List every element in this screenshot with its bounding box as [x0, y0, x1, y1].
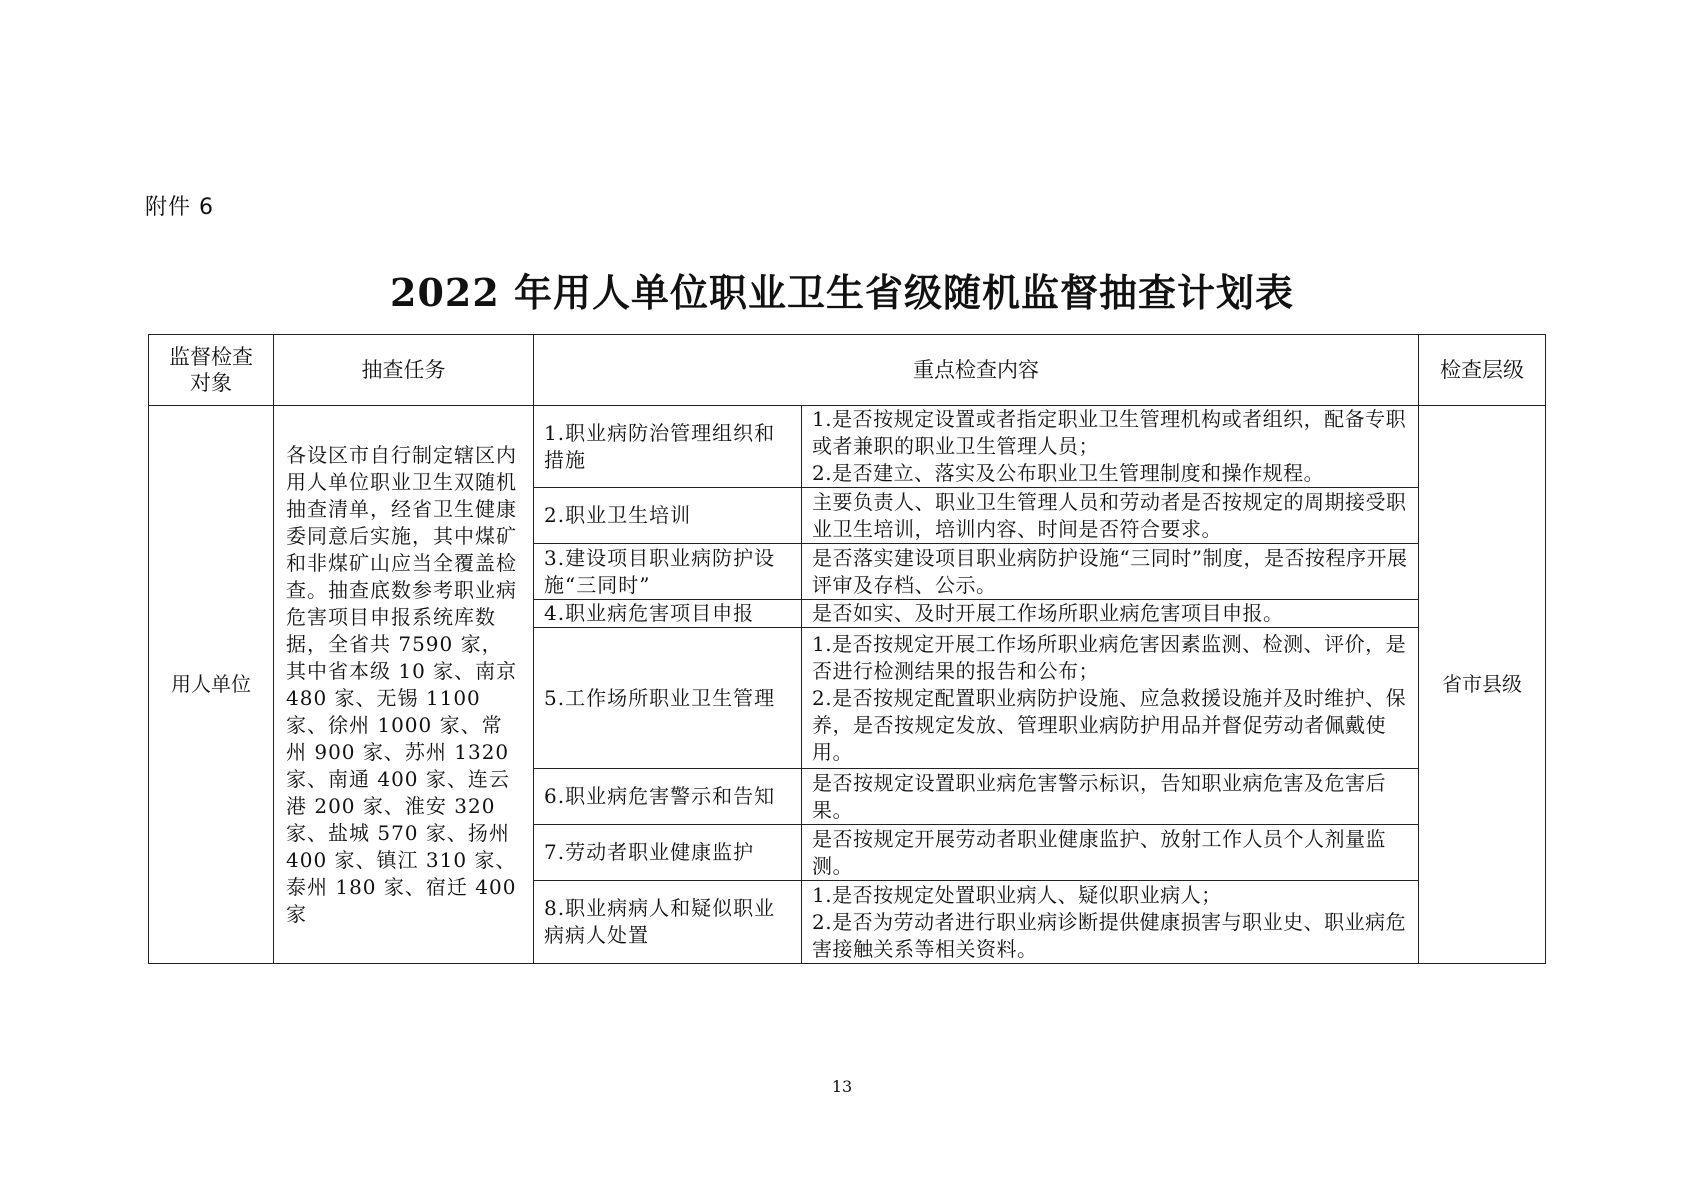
check-content-line: 2.是否为劳动者进行职业病诊断提供健康损害与职业史、职业病危害接触关系等相关资料。	[812, 909, 1407, 961]
check-item-cell: 1.职业病防治管理组织和措施	[534, 406, 802, 488]
check-content-line: 主要负责人、职业卫生管理人员和劳动者是否按规定的周期接受职业卫生培训，培训内容、时间是否符合要求。	[812, 489, 1407, 541]
check-content-cell	[802, 628, 1419, 769]
page-number: 13	[831, 1077, 853, 1096]
check-content-cell	[802, 769, 1419, 825]
check-content-cell	[802, 488, 1419, 544]
check-content-line: 1.是否按规定处置职业病人、疑似职业病人；	[812, 882, 1222, 907]
check-item-cell: 6.职业病危害警示和告知	[534, 769, 802, 825]
attachment-label: 附件 6	[145, 195, 214, 220]
check-item-cell: 5.工作场所职业卫生管理	[534, 628, 802, 769]
check-item-cell: 3.建设项目职业病防护设施“三同时”	[534, 544, 802, 600]
check-item-cell: 4.职业病危害项目申报	[534, 600, 802, 628]
header-task: 抽查任务	[274, 335, 534, 406]
header-level: 检查层级	[1419, 335, 1546, 406]
task-cell: 各设区市自行制定辖区内用人单位职业卫生双随机抽查清单，经省卫生健康委同意后实施，其中煤矿和非煤矿山应当全覆盖检查。抽查底数参考职业病危害项目申报系统库数据，全省共 7590 家，其中省本级 10 家、南京 480 家、无锡 1100 家、徐州 1000 家、常州 900 家、苏州 1320 家、南通 400 家、连云港 200 家、淮安 320 家、盐城 570 家、扬州 400 家、镇江 310 家、泰州 180 家、宿迁 400 家	[274, 406, 534, 964]
check-content-line: 是否按规定设置职业病危害警示标识，告知职业病危害及危害后果。	[812, 770, 1386, 822]
check-content-cell	[802, 881, 1419, 964]
table-header-row	[149, 335, 1546, 406]
target-cell: 用人单位	[149, 406, 274, 964]
inspection-plan-table	[148, 334, 1546, 964]
check-content-line: 是否落实建设项目职业病防护设施“三同时”制度，是否按程序开展评审及存档、公示。	[812, 545, 1408, 597]
check-content-line: 2.是否按规定配置职业病防护设施、应急救援设施并及时维护、保养，是否按规定发放、管理职业病防护用品并督促劳动者佩戴使用。	[812, 685, 1407, 764]
header-content: 重点检查内容	[534, 335, 1419, 406]
table-row	[149, 406, 1546, 488]
check-content-cell	[802, 544, 1419, 600]
table-body	[149, 406, 1546, 964]
level-cell: 省市县级	[1419, 406, 1546, 964]
check-content-line: 1.是否按规定设置或者指定职业卫生管理机构或者组织，配备专职或者兼职的职业卫生管理人员；	[812, 407, 1407, 458]
page-title: 2022 年用人单位职业卫生省级随机监督抽查计划表	[390, 270, 1294, 315]
check-content-line: 是否按规定开展劳动者职业健康监护、放射工作人员个人剂量监测。	[812, 826, 1386, 878]
check-content-line: 1.是否按规定开展工作场所职业病危害因素监测、检测、评价，是否进行检测结果的报告和公布；	[812, 631, 1407, 683]
check-content-cell	[802, 406, 1419, 488]
check-item-cell: 8.职业病病人和疑似职业病病人处置	[534, 881, 802, 964]
check-content-cell	[802, 600, 1419, 628]
header-target: 监督检查对象	[149, 335, 274, 406]
check-content-line: 是否如实、及时开展工作场所职业病危害项目申报。	[812, 601, 1284, 625]
check-item-cell: 2.职业卫生培训	[534, 488, 802, 544]
check-content-line: 2.是否建立、落实及公布职业卫生管理制度和操作规程。	[812, 461, 1325, 485]
check-content-cell	[802, 825, 1419, 881]
check-item-cell: 7.劳动者职业健康监护	[534, 825, 802, 881]
